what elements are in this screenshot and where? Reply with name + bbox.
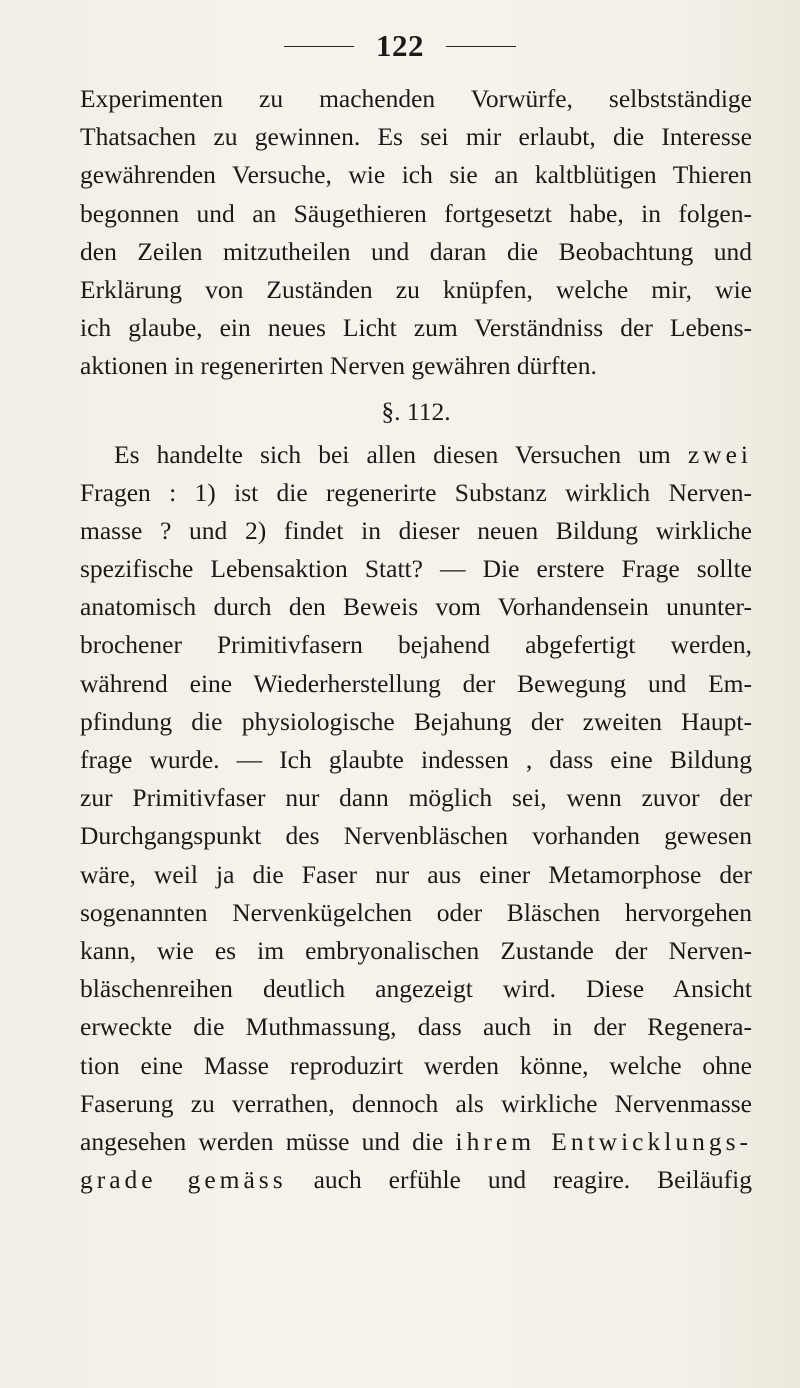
text-line: [80, 1123, 752, 1161]
text-line: brochener Primitivfasern bejahend abgefertigt werden,: [80, 630, 752, 660]
text-segment: Es handelte sich bei allen diesen Versuchen um: [114, 439, 671, 469]
emphasized-text: zwei: [687, 439, 752, 469]
text-line: kann, wie es im embryonalischen Zustande der Nerven-: [80, 935, 752, 965]
text-line: frage wurde. — Ich glaubte indessen , dass eine Bildung: [80, 745, 752, 774]
text-line: [80, 436, 752, 474]
text-segment: auch erfühle und reagire. Beiläufig: [313, 1165, 752, 1195]
header-rule-left: [284, 46, 354, 47]
text-line: aktionen in regenerirten Nerven gewähren dürften.: [80, 351, 597, 381]
text-segment: angesehen werden müsse und die: [80, 1126, 444, 1156]
header-rule-right: [446, 46, 516, 47]
text-line: den Zeilen mitzutheilen und daran die Beobachtung und: [80, 236, 752, 266]
text-line: spezifische Lebensaktion Statt? — Die erstere Frage sollte: [80, 554, 752, 584]
text-line: tion eine Masse reproduzirt werden könne, welche ohne: [80, 1050, 752, 1080]
emphasized-text: ihrem Entwicklungs-: [455, 1126, 752, 1156]
text-line: Thatsachen zu gewinnen. Es sei mir erlaubt, die Interesse: [80, 122, 752, 152]
paragraph-1: [80, 80, 752, 386]
text-line: anatomisch durch den Beweis vom Vorhandensein ununter-: [80, 592, 752, 622]
text-line: Fragen : 1) ist die regenerirte Substanz wirklich Nerven-: [80, 477, 752, 507]
text-line: Erklärung von Zuständen zu knüpfen, welche mir, wie: [80, 274, 752, 304]
page-header: [0, 28, 800, 64]
emphasized-text: grade gemäss: [80, 1165, 287, 1195]
text-line: erweckte die Muthmassung, dass auch in der Regenera-: [80, 1012, 752, 1042]
text-line: Faserung zu verrathen, dennoch als wirkliche Nervenmasse: [80, 1088, 752, 1118]
page-number: 122: [376, 28, 424, 63]
text-line: masse ? und 2) findet in dieser neuen Bildung wirkliche: [80, 515, 752, 545]
text-line: begonnen und an Säugethieren fortgesetzt habe, in folgen-: [80, 198, 752, 228]
text-line: Experimenten zu machenden Vorwürfe, selbstständige: [80, 84, 752, 113]
text-line: wäre, weil ja die Faser nur aus einer Metamorphose der: [80, 859, 752, 889]
text-line: pfindung die physiologische Bejahung der zweiten Haupt-: [80, 706, 752, 736]
paragraph-2: [80, 436, 752, 1200]
section-heading: §. 112.: [381, 396, 451, 426]
text-line: sogenannten Nervenkügelchen oder Bläschen hervorgehen: [80, 897, 752, 927]
text-line: Durchgangspunkt des Nervenbläschen vorhanden gewesen: [80, 821, 752, 851]
text-line: zur Primitivfaser nur dann möglich sei, wenn zuvor der: [80, 783, 752, 813]
text-line: während eine Wiederherstellung der Bewegung und Em-: [80, 668, 752, 698]
text-line: [80, 1161, 752, 1199]
text-line: ich glaube, ein neues Licht zum Verständniss der Lebens-: [80, 313, 752, 343]
text-line: gewährenden Versuche, wie ich sie an kaltblütigen Thieren: [80, 160, 752, 190]
text-line: bläschenreihen deutlich angezeigt wird. Diese Ansicht: [80, 974, 752, 1004]
body-text: [80, 80, 752, 1199]
